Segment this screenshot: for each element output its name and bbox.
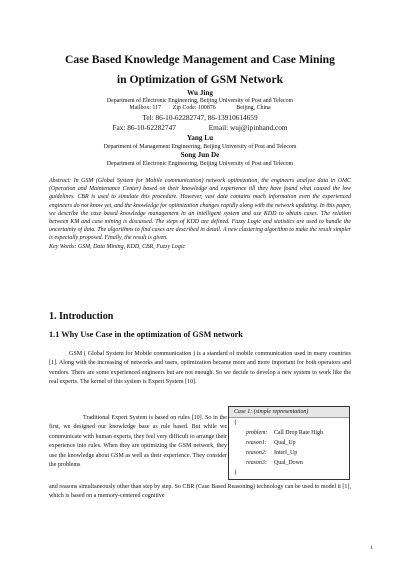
case-row <box>229 448 349 458</box>
paragraph-text: and reasons simultaneously other than step by step. So CBR (Case Based Reasoning) technology can be used to model it [1], which is based on a memory-centered cognitive <box>49 484 351 500</box>
paper-title-line-1: Case Based Knowledge Management and Case Mining <box>65 53 335 66</box>
author-affiliation: Department of Management Engineering, Beijing University of Post and Telecom <box>103 144 297 150</box>
case-example-box <box>228 406 350 480</box>
case-value: Call Drop Rate High <box>274 430 323 436</box>
author-phone: Tel: 86-10-62282747, 86-13910614659 <box>142 113 258 122</box>
page-number: 1 <box>370 545 373 551</box>
case-close-brace: } <box>234 470 237 476</box>
body-paragraph <box>49 350 351 388</box>
case-row <box>229 428 349 438</box>
case-key: reason1: <box>246 440 267 446</box>
author-address: Mailbox: 117 Zip Code: 100876 Beijing, China <box>129 105 271 111</box>
case-key: reason2: <box>246 450 267 456</box>
paragraph-text: GSM ( Global System for Mobile communication ) is a standard of mobile communication used in many countries [1]. Along with the increasing of networks and users, optimization became more and more important for both operators and vendors. There are some experienced engineers but are not enough. So we decide to develop a new system to work like the real experts. The kernel of this system is Expert System [10]. <box>49 351 351 386</box>
author-affiliation: Department of Electronic Engineering, Beijing University of Post and Telecom <box>106 161 294 167</box>
author-name: Wu Jing <box>186 89 214 97</box>
case-row <box>229 458 349 468</box>
keywords: Key Words: GSM, Data Mining, KDD, CBR, Fuzzy Logic <box>49 243 186 250</box>
subsection-heading: 1.1 Why Use Case in the optimization of GSM network <box>49 330 243 339</box>
abstract-block <box>49 177 351 251</box>
body-paragraph-wrapped <box>49 414 227 470</box>
author-name: Song Jun De <box>180 151 220 159</box>
case-key: reason3: <box>246 460 267 466</box>
author-fax-email: Fax: 86-10-62282747 Email: wuj@ipinhand.com <box>112 123 288 132</box>
body-paragraph-continued <box>49 483 351 502</box>
case-open-brace: { <box>234 420 237 426</box>
section-heading: 1. Introduction <box>49 311 114 322</box>
paper-title-line-2: in Optimization of GSM Network <box>116 73 284 86</box>
case-key: problem: <box>246 430 268 436</box>
paragraph-text: Traditional Expert System is based on rules [10]. So in the first, we designed our knowledge base as rule based. But while we communicate with human experts, they feel very difficult to arrange their experience into rules. When they are optimizing the GSM network, they use the knowledge about GSM as well as their experience. They consider the problems <box>49 415 227 469</box>
author-name: Yang Lu <box>186 134 214 142</box>
case-value: Qual_Down <box>274 460 303 466</box>
case-row <box>229 438 349 448</box>
author-affiliation: Department of Electronic Engineering, Beijing University of Post and Telecom <box>106 98 294 104</box>
case-box-header: Case 1: (simple representation) <box>229 407 349 418</box>
abstract-text: Abstract: In GSM (Global System for Mobile communication) network optimization, the engineers analyze data in OMC (Operation and Maintenance Center) based on their knowledge and experience till they have found what caused the low guidelines. CBR is used to simulate this procedure. However, vast data contains much information even the experienced engineers do not know yet, and the knowledge for optimization changes rapidly along with the network updating. In this paper, we describe the case based knowledge management in an intelligent system and use KDD to obtain cases. The relation between KM and case mining is discussed. The steps of KDD are defined. Fuzzy Logic and statistics are used to handle the uncertainty of data. The algorithms to find cases are described in detail. A new clustering algorithm to make the result simpler is especially proposed. Finally, the result is given. <box>49 178 351 242</box>
case-value: Qual_Up <box>274 440 296 446</box>
case-value: Interf_Up <box>274 450 298 456</box>
